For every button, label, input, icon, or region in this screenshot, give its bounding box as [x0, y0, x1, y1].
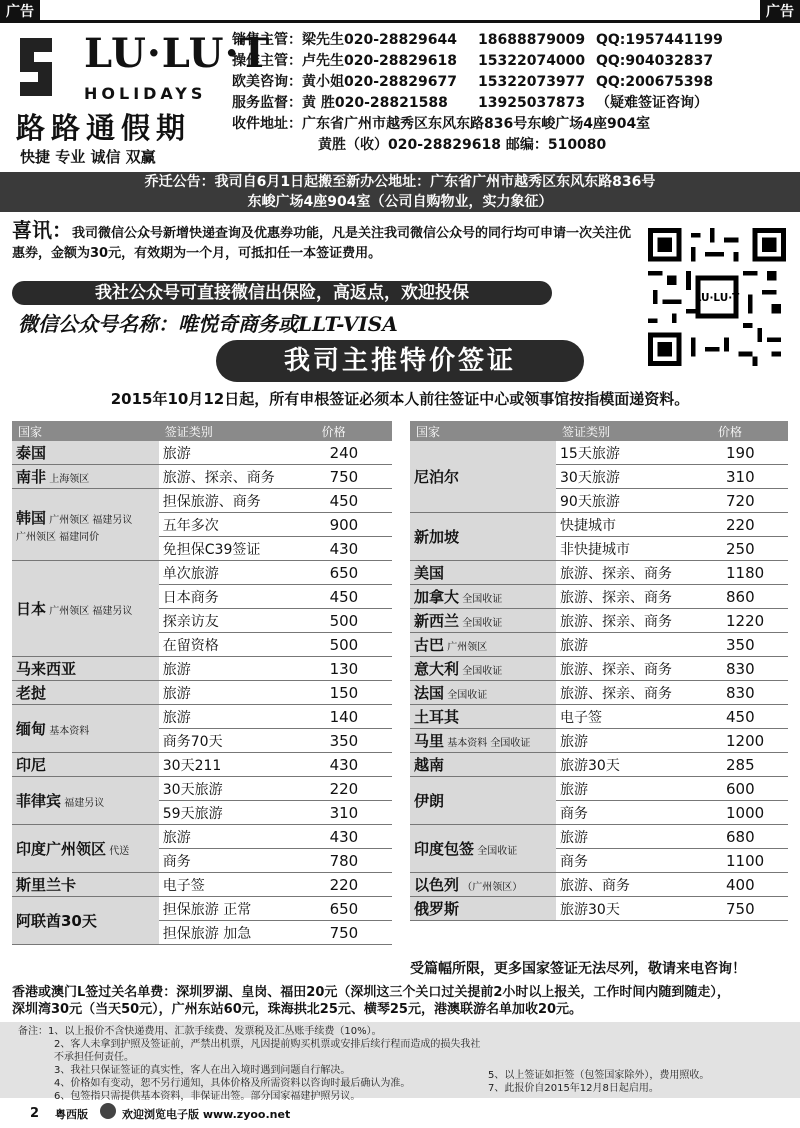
hk-macau-fees [12, 984, 792, 1018]
logo-cn-name: 路路通假期 [16, 111, 192, 145]
table-row [410, 753, 788, 777]
price-cell: 500 [316, 609, 392, 633]
price-cell: 350 [316, 729, 392, 753]
logo-mark-icon [12, 32, 82, 102]
remark-item: 5、以上签证如拒签（包签国家除外），费用照收。 [488, 1070, 710, 1081]
column-header-price: 价格 [316, 421, 392, 441]
remark-item: 备注：1、以上报价不含快递费用、汇款手续费、发票税及汇丛账手续费（10%）。 [18, 1026, 382, 1037]
country-cell: 阿联酋30天 [12, 897, 159, 945]
country-cell: 新西兰 全国收证 [410, 609, 556, 633]
footer-website: 欢迎浏览电子版 www.zyoo.net [122, 1108, 291, 1121]
visa-type-cell: 30天211 [159, 753, 316, 777]
column-header-type: 签证类别 [159, 421, 316, 441]
contact-row [232, 30, 723, 51]
visa-type-cell: 电子签 [159, 873, 316, 897]
notice-line: 乔迁公告：我司自6月1日起搬至新办公地址：广东省广州市越秀区东风东路836号 [144, 174, 656, 190]
visa-type-cell: 担保旅游、商务 [159, 489, 316, 513]
price-cell: 830 [712, 657, 788, 681]
visa-type-cell: 旅游、商务 [556, 873, 712, 897]
visa-type-cell: 旅游 [556, 633, 712, 657]
country-cell: 尼泊尔 [410, 441, 556, 513]
price-table-left [12, 421, 392, 945]
country-cell: 缅甸 基本资料 [12, 705, 159, 753]
more-countries-note: 受篇幅所限，更多国家签证无法尽列，敬请来电咨询！ [410, 961, 746, 977]
table-row [12, 753, 392, 777]
column-header-country: 国家 [12, 421, 159, 441]
visa-type-cell: 旅游 [159, 705, 316, 729]
price-cell: 430 [316, 753, 392, 777]
page-number: 2 [30, 1106, 40, 1121]
country-cell: 以色列 （广州领区） [410, 873, 556, 897]
remarks-left [18, 1025, 488, 1103]
featured-visas-banner: 我司主推特价签证 [216, 340, 584, 382]
table-row [410, 561, 788, 585]
country-cell: 老挝 [12, 681, 159, 705]
country-cell: 伊朗 [410, 777, 556, 825]
visa-type-cell: 担保旅游 正常 [159, 897, 316, 921]
hk-macau-line: 香港或澳门L签过关名单费：深圳罗湖、皇岗、福田20元（深圳这三个关口过关提前2小时以上报关，工作时间内随到随走）， [12, 985, 730, 1000]
table-row [410, 657, 788, 681]
contact-role: 操作主管：卢先生020-28829618 [232, 53, 457, 69]
table-row [12, 705, 392, 729]
country-cell: 印度广州领区 代送 [12, 825, 159, 873]
price-cell: 310 [316, 801, 392, 825]
qr-center-logo-text: LU·LU·T [694, 291, 740, 304]
country-cell: 日本 广州领区 福建另议 [12, 561, 159, 657]
price-cell: 430 [316, 537, 392, 561]
contact-role: 服务监督：黄 胜020-28821588 [232, 95, 448, 111]
contact-row [232, 51, 723, 72]
table-row [410, 633, 788, 657]
visa-type-cell: 担保旅游 加急 [159, 921, 316, 945]
visa-type-cell: 旅游 [556, 777, 712, 801]
country-cell: 马来西亚 [12, 657, 159, 681]
visa-type-cell: 在留资格 [159, 633, 316, 657]
visa-type-cell: 五年多次 [159, 513, 316, 537]
visa-type-cell: 旅游、探亲、商务 [556, 585, 712, 609]
contact-mobile: 15322074000 [478, 53, 586, 69]
price-cell: 780 [316, 849, 392, 873]
price-cell: 750 [712, 897, 788, 921]
table-header-row [12, 421, 392, 441]
logo-brand: LU·LU·T [84, 30, 271, 77]
country-cell: 法国 全国收证 [410, 681, 556, 705]
table-row [410, 873, 788, 897]
visa-type-cell: 单次旅游 [159, 561, 316, 585]
column-header-country: 国家 [410, 421, 556, 441]
table-row [12, 825, 392, 849]
logo-sub: HOLIDAYS [84, 84, 207, 103]
table-row [12, 657, 392, 681]
visa-type-cell: 旅游 [159, 825, 316, 849]
column-header-type: 签证类别 [556, 421, 712, 441]
visa-type-cell: 商务 [556, 801, 712, 825]
visa-type-cell: 旅游 [556, 825, 712, 849]
contact-qq: QQ:904032837 [596, 53, 714, 69]
table-row [12, 561, 392, 585]
table-row [12, 441, 392, 465]
table-row [410, 705, 788, 729]
price-cell: 650 [316, 561, 392, 585]
contact-mobile: 18688879009 [478, 32, 586, 48]
visa-type-cell: 旅游、探亲、商务 [556, 681, 712, 705]
price-cell: 650 [316, 897, 392, 921]
table-row [410, 585, 788, 609]
visa-type-cell: 旅游 [556, 729, 712, 753]
visa-type-cell: 非快捷城市 [556, 537, 712, 561]
hk-macau-line: 深圳湾30元（当天50元），广州东站60元，珠海拱北25元、横琴25元，港澳联游名单加收20元。 [12, 1002, 583, 1017]
visa-type-cell: 90天旅游 [556, 489, 712, 513]
visa-type-cell: 旅游30天 [556, 753, 712, 777]
visa-type-cell: 旅游、探亲、商务 [556, 657, 712, 681]
visa-type-cell: 15天旅游 [556, 441, 712, 465]
wechat-account-name: 微信公众号名称：唯悦奇商务或LLT-VISA [18, 312, 398, 336]
price-cell: 285 [712, 753, 788, 777]
visa-type-cell: 免担保C39签证 [159, 537, 316, 561]
price-cell: 140 [316, 705, 392, 729]
visa-type-cell: 旅游 [159, 681, 316, 705]
price-cell: 830 [712, 681, 788, 705]
receiver-line: 黄胜（收）020-28829618 邮编：510080 [318, 137, 607, 153]
notice-line: 东峻广场4座904室（公司自购物业，实力象征） [247, 194, 553, 210]
company-logo [12, 28, 271, 168]
table-row [410, 681, 788, 705]
ad-label-right: 广告 [760, 0, 800, 22]
price-cell: 600 [712, 777, 788, 801]
price-cell: 750 [316, 465, 392, 489]
country-cell: 斯里兰卡 [12, 873, 159, 897]
country-cell: 土耳其 [410, 705, 556, 729]
country-cell: 古巴 广州领区 [410, 633, 556, 657]
remark-item: 3、我社只保证签证的真实性，客人在出入境时遇到问题自行解决。 [54, 1065, 351, 1076]
price-table-right [410, 421, 788, 921]
table-row [12, 681, 392, 705]
price-cell: 1220 [712, 609, 788, 633]
country-cell: 俄罗斯 [410, 897, 556, 921]
country-cell: 印度包签 全国收证 [410, 825, 556, 873]
visa-type-cell: 59天旅游 [159, 801, 316, 825]
contact-row [232, 72, 723, 93]
price-cell: 450 [316, 489, 392, 513]
price-cell: 240 [316, 441, 392, 465]
table-row [12, 489, 392, 513]
table-row [410, 441, 788, 465]
price-cell: 1000 [712, 801, 788, 825]
insurance-banner: 我社公众号可直接微信出保险，高返点，欢迎投保 [12, 281, 552, 305]
country-cell: 马里 基本资料 全国收证 [410, 729, 556, 753]
country-cell: 意大利 全国收证 [410, 657, 556, 681]
visa-type-cell: 30天旅游 [159, 777, 316, 801]
table-row [410, 825, 788, 849]
table-row [410, 513, 788, 537]
visa-type-cell: 商务70天 [159, 729, 316, 753]
country-cell: 印尼 [12, 753, 159, 777]
country-cell: 越南 [410, 753, 556, 777]
price-cell: 130 [316, 657, 392, 681]
table-row [410, 897, 788, 921]
table-row [12, 777, 392, 801]
remark-item: 6、包签指只需提供基本资料，非保证出签。部分国家福建护照另议。 [54, 1091, 361, 1102]
price-cell: 150 [316, 681, 392, 705]
price-cell: 750 [316, 921, 392, 945]
visa-type-cell: 探亲访友 [159, 609, 316, 633]
contact-mobile: 15322073977 [478, 74, 586, 90]
visa-type-cell: 旅游30天 [556, 897, 712, 921]
remarks [0, 1022, 800, 1102]
price-cell: 190 [712, 441, 788, 465]
price-cell: 1180 [712, 561, 788, 585]
visa-type-cell: 商务 [556, 849, 712, 873]
price-cell: 220 [316, 873, 392, 897]
visa-type-cell: 旅游、探亲、商务 [556, 609, 712, 633]
price-cell: 450 [712, 705, 788, 729]
remark-item: 4、价格如有变动，恕不另行通知，具体价格及所需资料以咨询时最后确认为准。 [54, 1078, 411, 1089]
price-cell: 220 [316, 777, 392, 801]
remark-item: 7、此报价自2015年12月8日起启用。 [488, 1083, 659, 1094]
visa-type-cell: 快捷城市 [556, 513, 712, 537]
contact-list [232, 30, 723, 156]
column-header-price: 价格 [712, 421, 788, 441]
price-cell: 400 [712, 873, 788, 897]
table-row [12, 465, 392, 489]
price-cell: 500 [316, 633, 392, 657]
page-footer [0, 1100, 800, 1128]
country-cell: 泰国 [12, 441, 159, 465]
table-row [410, 777, 788, 801]
logo-slogan: 快捷 专业 诚信 双赢 [20, 148, 156, 166]
ad-label-left: 广告 [0, 0, 40, 22]
price-cell: 900 [316, 513, 392, 537]
country-cell: 新加坡 [410, 513, 556, 561]
price-cell: 310 [712, 465, 788, 489]
contact-qq: （疑难签证咨询） [596, 95, 708, 111]
country-cell: 南非 上海领区 [12, 465, 159, 489]
contact-qq: QQ:200675398 [596, 74, 714, 90]
visa-type-cell: 旅游、探亲、商务 [556, 561, 712, 585]
price-cell: 720 [712, 489, 788, 513]
remarks-right [488, 1069, 709, 1095]
visa-type-cell: 旅游、探亲、商务 [159, 465, 316, 489]
price-cell: 1200 [712, 729, 788, 753]
good-news-head: 喜讯： [12, 218, 72, 242]
top-rule [0, 20, 800, 23]
qr-code-icon [648, 228, 786, 366]
contact-mobile: 13925037873 [478, 95, 586, 111]
price-cell: 680 [712, 825, 788, 849]
edition-logo-icon [100, 1103, 116, 1119]
country-cell: 美国 [410, 561, 556, 585]
price-cell: 1100 [712, 849, 788, 873]
price-cell: 450 [316, 585, 392, 609]
table-row [12, 897, 392, 921]
relocation-notice [0, 172, 800, 212]
visa-type-cell: 旅游 [159, 441, 316, 465]
edition-label: 粤西版 [55, 1108, 88, 1121]
contact-role: 欧美咨询：黄小姐020-28829677 [232, 74, 457, 90]
country-cell: 菲律宾 福建另议 [12, 777, 159, 825]
visa-type-cell: 旅游 [159, 657, 316, 681]
good-news-text: 我司微信公众号新增快递查询及优惠券功能，凡是关注我司微信公众号的同行均可申请一次关注优惠券，金额为30元，有效期为一个月，可抵扣任一本签证费用。 [12, 226, 632, 261]
price-cell: 250 [712, 537, 788, 561]
good-news [12, 220, 642, 264]
visa-type-cell: 日本商务 [159, 585, 316, 609]
table-row [410, 609, 788, 633]
contact-row [232, 93, 723, 114]
visa-type-cell: 电子签 [556, 705, 712, 729]
visa-type-cell: 30天旅游 [556, 465, 712, 489]
price-cell: 350 [712, 633, 788, 657]
visa-type-cell: 商务 [159, 849, 316, 873]
price-cell: 220 [712, 513, 788, 537]
contact-qq: QQ:1957441199 [596, 32, 723, 48]
schengen-announcement: 2015年10月12日起，所有申根签证必须本人前往签证中心或领事馆按指模面递资料。 [110, 390, 690, 408]
remark-item: 2、客人未拿到护照及签证前，严禁出机票，凡因提前购买机票或安排后续行程而造成的损失我社不承担任何责任。 [54, 1039, 481, 1063]
table-header-row [410, 421, 788, 441]
country-cell: 韩国 广州领区 福建另议 广州领区 福建同价 [12, 489, 159, 561]
contact-role: 销售主管：梁先生020-28829644 [232, 32, 457, 48]
table-row [12, 873, 392, 897]
price-cell: 430 [316, 825, 392, 849]
mailing-address: 收件地址：广东省广州市越秀区东风东路836号东峻广场4座904室 [232, 116, 651, 132]
price-cell: 860 [712, 585, 788, 609]
country-cell: 加拿大 全国收证 [410, 585, 556, 609]
table-row [410, 729, 788, 753]
